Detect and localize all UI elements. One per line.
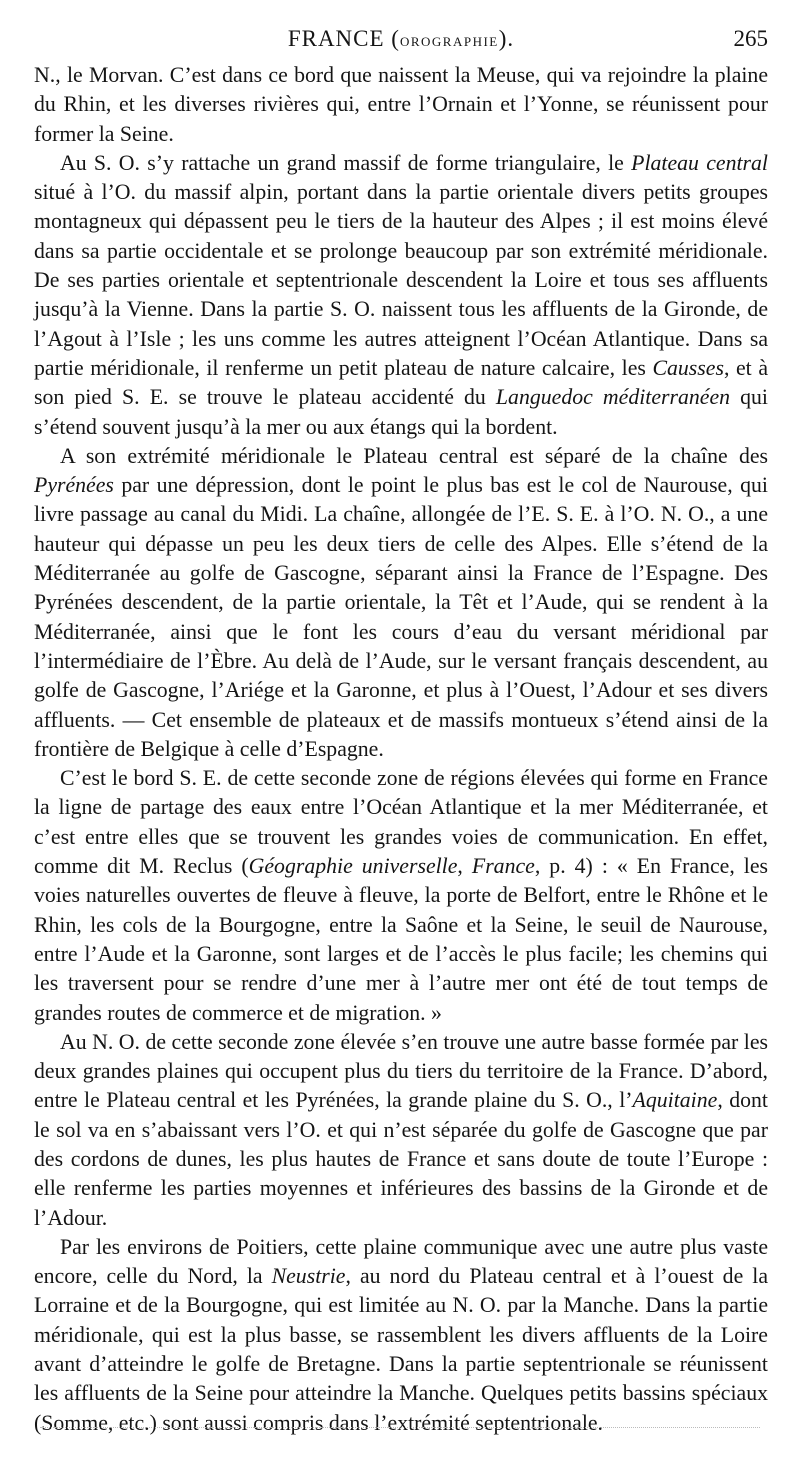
italic-text: Pyrénées xyxy=(34,473,114,498)
text-run: , au nord du Plateau central et à l’ouest de la Lorraine et de la Bourgogne, qui est limitée au N. O. par la Manche. Dans la partie méridionale, qui est la plus basse, se rassemblent les divers affluents de la Loire avant d’atteindre le golfe de Bretagne. Dans la partie septentrionale se réunissent les affluents de la Seine pour atteindre la Manche. Quelques petits bassins spéciaux (Somme, etc.) sont aussi compris dans l’extrémité septentrionale. xyxy=(34,1264,769,1435)
text-run: situé à l’O. du massif alpin, portant dans la partie orientale divers petits groupes montagneux qui dépassent peu le tiers de la hauteur des Alpes ; il est moins élevé dans sa partie occidentale et se prolonge beaucoup par son extrémité méridionale. De ses parties orientale et septentrionale descendent la Loire et tous ses affluents jusqu’à la Vienne. Dans la partie S. O. naissent tous les affluents de la Gironde, de l’Agout à l’Isle ; les uns comme les autres atteignent l’Océan Atlantique. Dans sa partie méridionale, il renferme un petit plateau de nature calcaire, les xyxy=(34,180,768,380)
text-run: A son extrémité méridionale le Plateau central est séparé de la chaîne des xyxy=(60,443,768,468)
paragraph xyxy=(34,149,768,442)
text-run: N., le Morvan. C’est dans ce bord que naissent la Meuse, qui va rejoindre la plaine du Rhin, et les diverses rivières qui, entre l’Ornain et l’Yonne, se réunissent pour former la Seine. xyxy=(34,63,768,146)
paragraph xyxy=(34,1233,768,1438)
text-run: Au S. O. s’y rattache un grand massif de forme triangulaire, le xyxy=(60,150,632,175)
text-run: , xyxy=(457,854,472,879)
italic-text: Aquitaine xyxy=(632,1088,718,1113)
running-title-subtitle: orographie xyxy=(399,30,499,50)
text-run: Par les environs de Poitiers, cette plaine communique avec une autre plus vaste encore, celle du Nord, la xyxy=(34,1234,768,1289)
page-number: 265 xyxy=(733,26,768,51)
text-run: qui s’étend souvent jusqu’à la mer ou aux étangs qui la bordent. xyxy=(34,385,768,439)
running-title-close: ). xyxy=(498,26,515,51)
text-run: Au N. O. de cette seconde zone élevée s’en trouve une autre basse formée par les deux grandes plaines qui occupent plus du tiers du territoire de la France. D’abord, entre le Plateau central et les Pyrénées, la grande plaine du S. O., l’ xyxy=(34,1029,768,1113)
italic-text: Plateau central xyxy=(631,150,768,175)
running-title-main: FRANCE ( xyxy=(287,26,400,51)
footer-rule xyxy=(40,1427,760,1434)
italic-text: Languedoc méditerranéen xyxy=(495,385,731,410)
paragraph xyxy=(34,764,768,1028)
italic-text: Neustrie xyxy=(271,1264,346,1289)
text-run: par une dépression, dont le point le plus bas est le col de Naurouse, qui livre passage au canal du Midi. La chaîne, allongée de l’E. S. E. à l’O. N. O., a une hauteur qui dépasse un peu les deux tiers de celle des Alpes. Elle s’étend de la Méditerranée au golfe de Gascogne, séparant ainsi la France de l’Espagne. Des Pyrénées descendent, de la partie orientale, la Têt et l’Aude, qui se rendent à la Méditerranée, ainsi que le font les cours d’eau du versant méridional par l’intermédiaire de l’Èbre. Au delà de l’Aude, sur le versant français descendent, au golfe de Gascogne, l’Ariége et la Garonne, et plus à l’Ouest, l’Adour et ses divers affluents. — Cet ensemble de plateaux et de massifs montueux s’étend ainsi de la frontière de Belgique à celle d’Espagne. xyxy=(34,473,768,761)
text-run: , dont le sol va en s’abaissant vers l’O. et qui n’est séparée du golfe de Gascogne que par des cordons de dunes, les plus hautes de France et sans doute de toute l’Europe : elle renferme les parties moyennes et inférieures des bassins de la Gironde et de l’Adour. xyxy=(34,1088,768,1230)
paragraph xyxy=(34,442,768,764)
body-text xyxy=(34,61,768,1438)
text-run: , et à son pied S. E. se trouve le plateau accidenté du xyxy=(34,355,768,410)
italic-text: France xyxy=(471,854,535,879)
paragraph xyxy=(34,1028,768,1233)
running-title xyxy=(34,26,768,52)
text-run: C’est le bord S. E. de cette seconde zone de régions élevées qui forme en France la ligne de partage des eaux entre l’Océan Atlantique et la mer Méditerranée, et c’est entre elles que se trouvent les grandes voies de communication. En effet, comme dit M. Reclus ( xyxy=(34,766,768,879)
text-run: , p. 4) : « En France, les voies naturelles ouvertes de fleuve à fleuve, la porte de Belfort, entre le Rhône et le Rhin, les cols de la Bourgogne, entre la Saône et la Seine, le seuil de Naurouse, entre l’Aude et la Garonne, sont larges et de l’accès le plus facile; les chemins qui les traversent pour se rendre d’une mer à l’autre mer ont été de tout temps de grandes routes de commerce et de migration. » xyxy=(34,854,768,1025)
paragraph xyxy=(34,61,768,149)
running-header xyxy=(34,26,768,58)
italic-text: Causses xyxy=(652,355,724,380)
italic-text: Géographie universelle xyxy=(248,854,458,879)
